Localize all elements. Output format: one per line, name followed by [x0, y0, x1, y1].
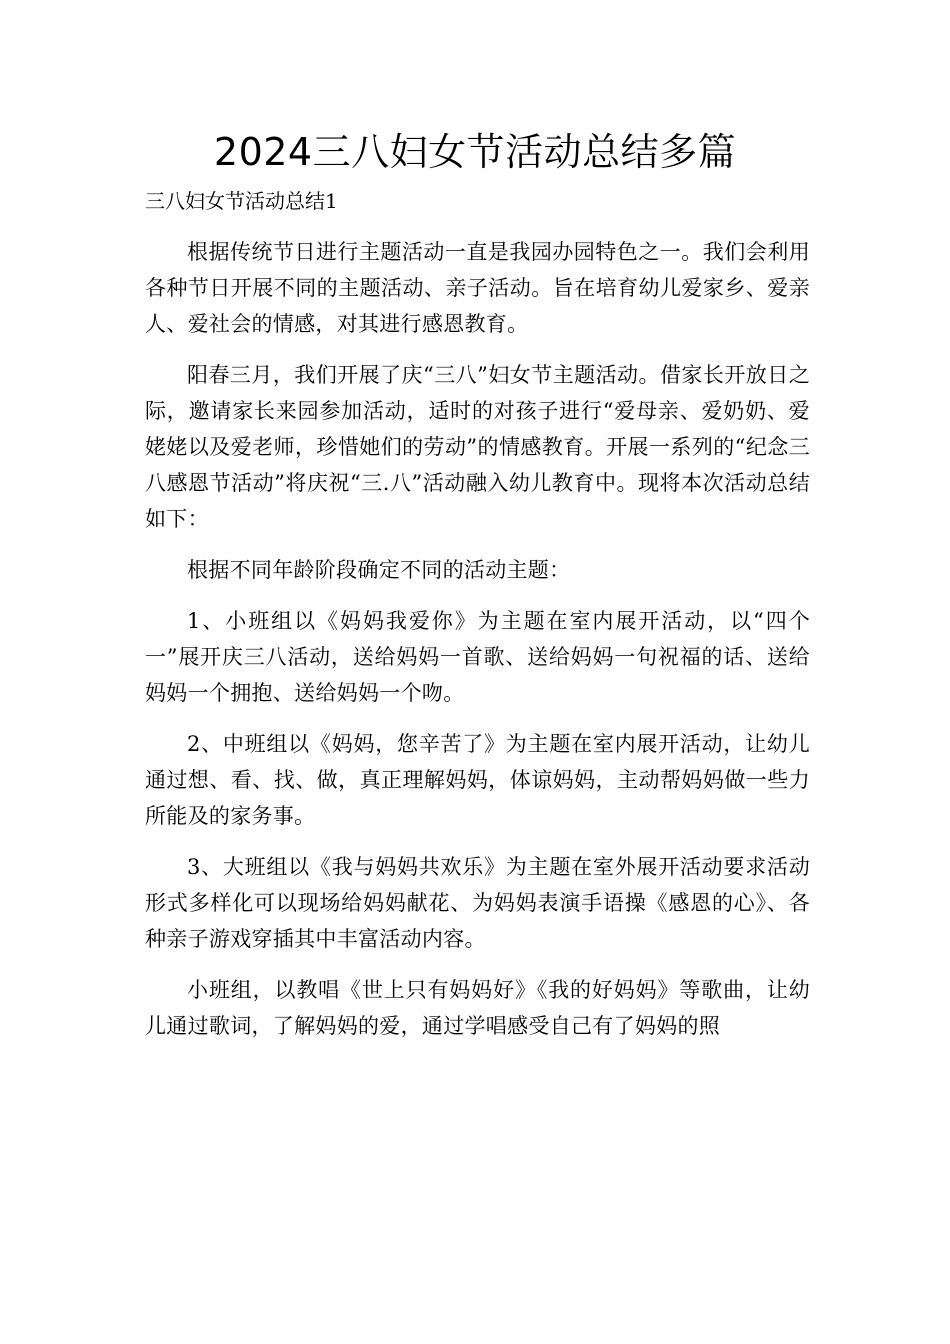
paragraph: 阳春三月，我们开展了庆“三八”妇女节主题活动。借家长开放日之际，邀请家长来园参加活动，适时的对孩子进行“爱母亲、爱奶奶、爱姥姥以及爱老师，珍惜她们的劳动”的情感教育。开展一系列的“纪念三八感恩节活动”将庆祝“三.八”活动融入幼儿教育中。现将本次活动总结如下：: [145, 363, 810, 531]
paragraph: 3、大班组以《我与妈妈共欢乐》为主题在室外展开活动要求活动形式多样化可以现场给妈妈献花、为妈妈表演手语操《感恩的心》、各种亲子游戏穿插其中丰富活动内容。: [145, 855, 810, 951]
paragraph: 2、中班组以《妈妈，您辛苦了》为主题在室内展开活动，让幼儿通过想、看、找、做，真正理解妈妈，体谅妈妈，主动帮妈妈做一些力所能及的家务事。: [145, 732, 810, 828]
document-title: 2024三八妇女节活动总结多篇: [213, 130, 737, 174]
document-body: [145, 234, 810, 1059]
paragraph: 根据不同年龄阶段确定不同的活动主题：: [187, 558, 571, 582]
paragraph: 根据传统节日进行主题活动一直是我园办园特色之一。我们会利用各种节日开展不同的主题活动、亲子活动。旨在培育幼儿爱家乡、爱亲人、爱社会的情感，对其进行感恩教育。: [145, 240, 810, 336]
paragraph: 小班组，以教唱《世上只有妈妈好》《我的好妈妈》等歌曲，让幼儿通过歌词，了解妈妈的爱，通过学唱感受自己有了妈妈的照: [145, 978, 810, 1038]
paragraph: 1、小班组以《妈妈我爱你》为主题在室内展开活动，以“四个一”展开庆三八活动，送给妈妈一首歌、送给妈妈一句祝福的话、送给妈妈一个拥抱、送给妈妈一个吻。: [145, 609, 810, 705]
section-subtitle: 三八妇女节活动总结1: [145, 189, 338, 213]
